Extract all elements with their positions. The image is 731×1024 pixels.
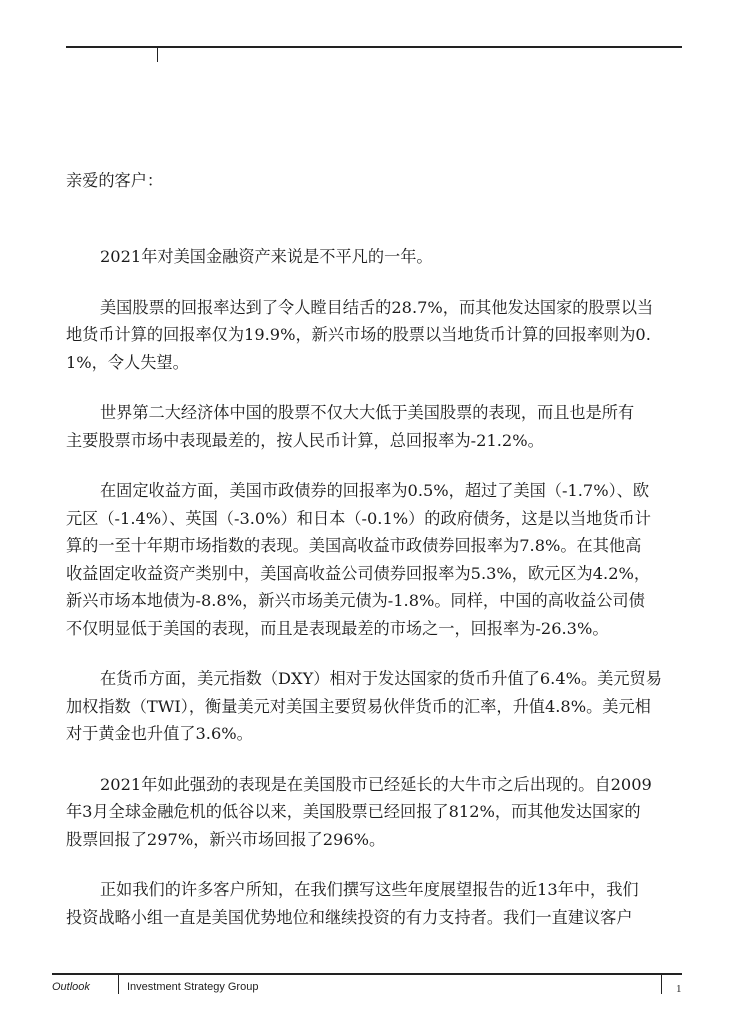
paragraph-1 [66,243,676,271]
paragraph-4 [66,477,676,642]
paragraph-line: 正如我们的许多客户所知，在我们撰写这些年度展望报告的近13年中，我们 [100,880,639,899]
paragraph-line: 世界第二大经济体中国的股票不仅大大低于美国股票的表现，而且也是所有 [100,403,635,422]
footer-rule [52,973,682,975]
paragraph-line: 投资战略小组一直是美国优势地位和继续投资的有力支持者。我们一直建议客户 [66,907,633,927]
paragraph-5 [66,665,676,748]
footer-page-divider [661,974,662,994]
paragraph-line: 收益固定收益资产类别中，美国高收益公司债券回报率为5.3%，欧元区为4.2%， [66,563,651,583]
paragraph-7 [66,876,676,931]
paragraph-2 [66,294,676,377]
page-number: 1 [676,983,682,995]
paragraph-line: 新兴市场本地债为-8.8%，新兴市场美元债为-1.8%。同样，中国的高收益公司债 [66,591,645,610]
paragraph-line: 元区（-1.4%）、英国（-3.0%）和日本（-0.1%）的政府债务，这是以当地货币计 [66,508,651,528]
letter-body [66,167,676,954]
paragraph-line: 2021年如此强劲的表现是在美国股市已经延长的大牛市之后出现的。自2009 [100,774,652,794]
paragraph-line: 股票回报了297%，新兴市场回报了296%。 [66,829,386,849]
paragraph-3 [66,399,676,454]
paragraph-line: 对于黄金也升值了3.6%。 [66,724,253,743]
salutation: 亲爱的客户： [66,171,164,190]
paragraph-line: 地货币计算的回报率仅为19.9%，新兴市场的股票以当地货币计算的回报率则为0. [66,325,651,344]
header-rule [66,46,682,48]
paragraph-line: 年3月全球金融危机的低谷以来，美国股票已经回报了812%，而其他发达国家的 [66,802,641,821]
header-divider-tick [157,47,158,62]
paragraph-line: 在固定收益方面，美国市政债券的回报率为0.5%，超过了美国（-1.7%）、欧 [100,481,650,500]
paragraph-line: 1%，令人失望。 [66,352,189,372]
paragraph-line: 加权指数（TWI），衡量美元对美国主要贸易伙伴货币的汇率，升值4.8%。美元相 [66,696,651,716]
paragraph-line: 美国股票的回报率达到了令人瞠目结舌的28.7%，而其他发达国家的股票以当 [100,297,654,317]
paragraph-6 [66,771,676,854]
paragraph-line: 2021年对美国金融资产来说是不平凡的一年。 [100,247,433,266]
paragraph-line: 主要股票市场中表现最差的，按人民币计算，总回报率为-21.2%。 [66,430,544,450]
footer-group-name: Investment Strategy Group [127,981,259,993]
paragraph-line: 在货币方面，美元指数（DXY）相对于发达国家的货币升值了6.4%。美元贸易 [100,669,662,688]
footer-divider [118,974,119,994]
footer-publication-name: Outlook [52,981,90,993]
paragraph-line: 算的一至十年期市场指数的表现。美国高收益市政债券回报率为7.8%。在其他高 [66,536,642,555]
paragraph-line: 不仅明显低于美国的表现，而且是表现最差的市场之一，回报率为-26.3%。 [66,618,609,638]
